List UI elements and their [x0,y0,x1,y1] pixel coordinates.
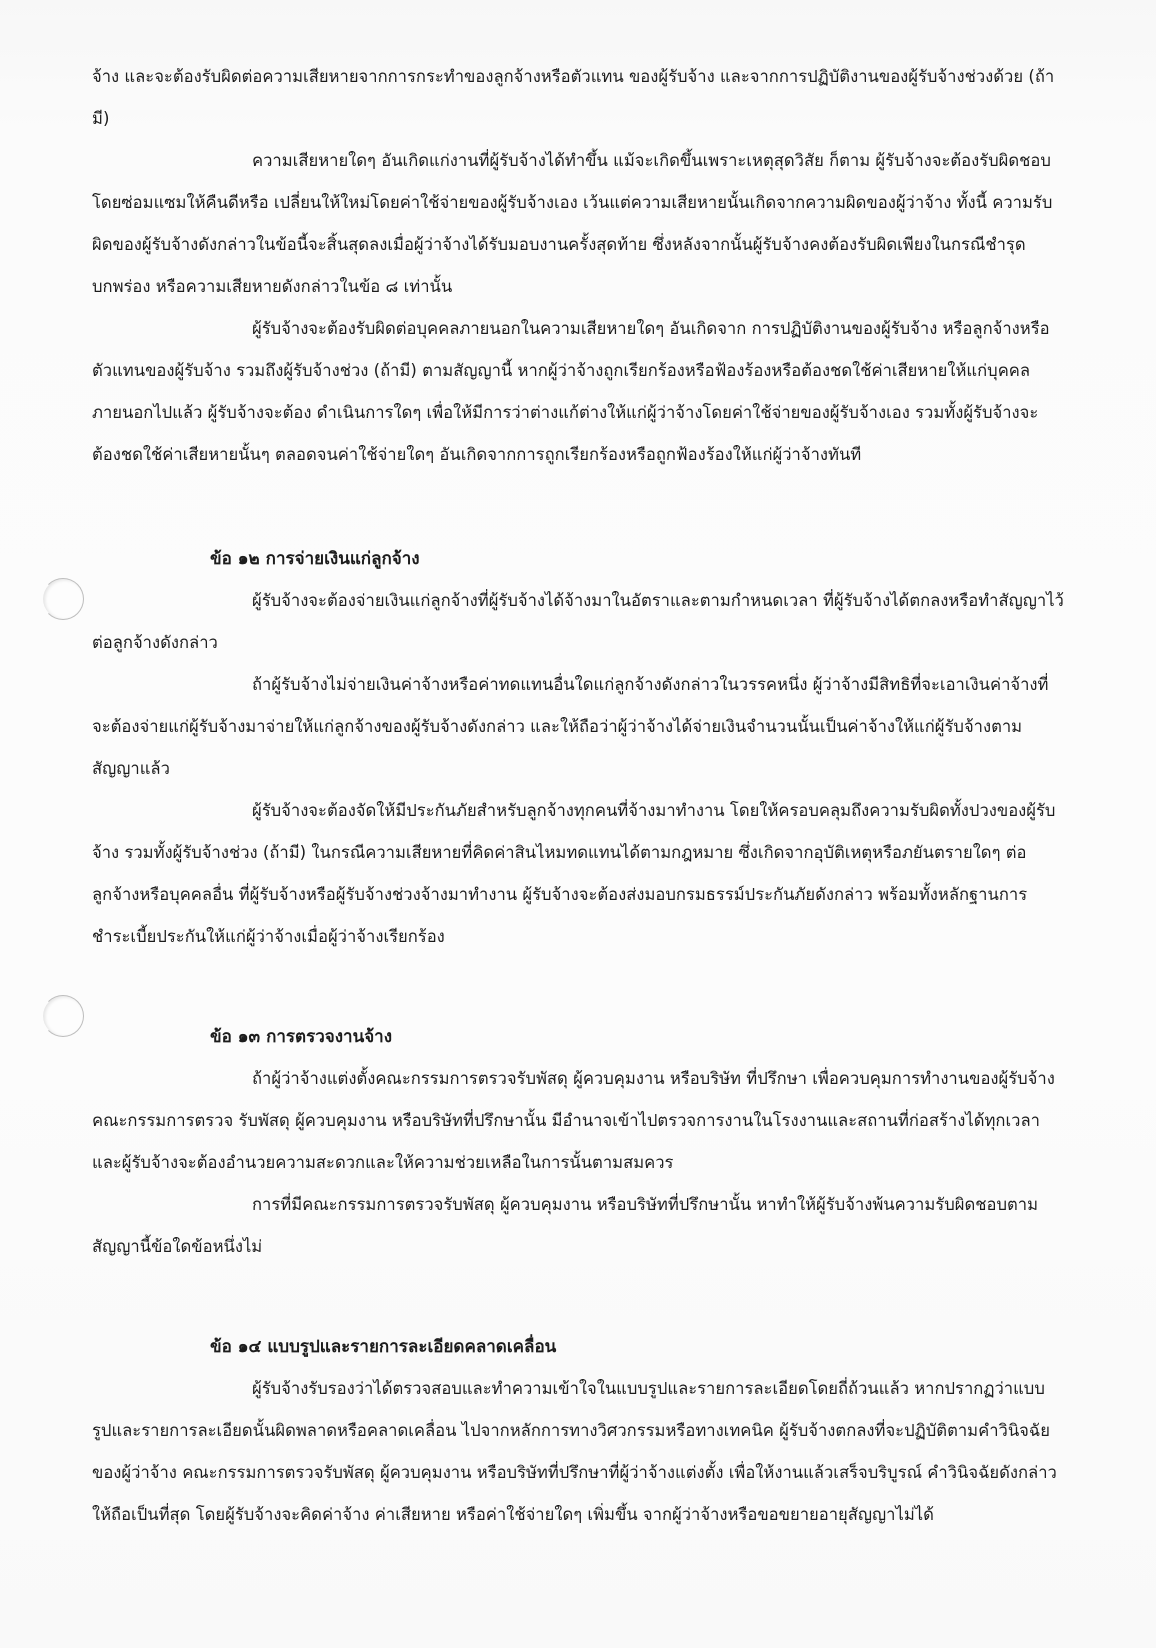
punch-hole-mark [42,578,84,620]
section-spacer [92,958,1064,1016]
punch-hole-mark [42,995,84,1037]
section-spacer [92,1268,1064,1326]
intro-paragraph-3: ผู้รับจ้างจะต้องรับผิดต่อบุคคลภายนอกในความเสียหายใดๆ อันเกิดจาก การปฏิบัติงานของผู้รับจ้าง หรือลูกจ้างหรือตัวแทนของผู้รับจ้าง รวมถึงผู้รับจ้างช่วง (ถ้ามี) ตามสัญญานี้ หากผู้ว่าจ้างถูกเรียกร้องหรือฟ้องร้องหรือต้องชดใช้ค่าเสียหายให้แก่บุคคลภายนอกไปแล้ว ผู้รับจ้างจะต้อง ดำเนินการใดๆ เพื่อให้มีการว่าต่างแก้ต่างให้แก่ผู้ว่าจ้างโดยค่าใช้จ่ายของผู้รับจ้างเอง รวมทั้งผู้รับจ้างจะต้องชดใช้ค่าเสียหายนั้นๆ ตลอดจนค่าใช้จ่ายใดๆ อันเกิดจากการถูกเรียกร้องหรือถูกฟ้องร้องให้แก่ผู้ว่าจ้างทันที [92,319,1050,464]
section-spacer [92,476,1064,538]
section-12-paragraph-2: ถ้าผู้รับจ้างไม่จ่ายเงินค่าจ้างหรือค่าทดแทนอื่นใดแก่ลูกจ้างดังกล่าวในวรรคหนึ่ง ผู้ว่าจ้างมีสิทธิที่จะเอาเงินค่าจ้างที่จะต้องจ่ายแก่ผู้รับจ้างมาจ่ายให้แก่ลูกจ้างของผู้รับจ้างดังกล่าว และให้ถือว่าผู้ว่าจ้างได้จ่ายเงินจำนวนนั้นเป็นค่าจ้างให้แก่ผู้รับจ้างตามสัญญาแล้ว [92,675,1049,778]
section-14-heading: ข้อ ๑๔ แบบรูปและรายการละเอียดคลาดเคลื่อน [210,1337,557,1357]
intro-paragraph-2: ความเสียหายใดๆ อันเกิดแก่งานที่ผู้รับจ้างได้ทำขึ้น แม้จะเกิดขึ้นเพราะเหตุสุดวิสัย ก็ตาม ผู้รับจ้างจะต้องรับผิดชอบโดยซ่อมแซมให้คืนดีหรือ เปลี่ยนให้ใหม่โดยค่าใช้จ่ายของผู้รับจ้างเอง เว้นแต่ความเสียหายนั้นเกิดจากความผิดของผู้ว่าจ้าง ทั้งนี้ ความรับผิดของผู้รับจ้างดังกล่าวในข้อนี้จะสิ้นสุดลงเมื่อผู้ว่าจ้างได้รับมอบงานครั้งสุดท้าย ซึ่งหลังจากนั้นผู้รับจ้างคงต้องรับผิดเพียงในกรณีชำรุดบกพร่อง หรือความเสียหายดังกล่าวในข้อ ๘ เท่านั้น [92,151,1053,296]
section-13-paragraph-2: การที่มีคณะกรรมการตรวจรับพัสดุ ผู้ควบคุมงาน หรือบริษัทที่ปรึกษานั้น หาทำให้ผู้รับจ้างพ้นความรับผิดชอบตามสัญญานี้ข้อใดข้อหนึ่งไม่ [92,1195,1039,1256]
section-12-paragraph-1: ผู้รับจ้างจะต้องจ่ายเงินแก่ลูกจ้างที่ผู้รับจ้างได้จ้างมาในอัตราและตามกำหนดเวลา ที่ผู้รับจ้างได้ตกลงหรือทำสัญญาไว้ต่อลูกจ้างดังกล่าว [92,591,1064,652]
section-13-heading: ข้อ ๑๓ การตรวจงานจ้าง [210,1027,393,1047]
section-12-paragraph-3: ผู้รับจ้างจะต้องจัดให้มีประกันภัยสำหรับลูกจ้างทุกคนที่จ้างมาทำงาน โดยให้ครอบคลุมถึงความรับผิดทั้งปวงของผู้รับจ้าง รวมทั้งผู้รับจ้างช่วง (ถ้ามี) ในกรณีความเสียหายที่คิดค่าสินไหมทดแทนได้ตามกฎหมาย ซึ่งเกิดจากอุบัติเหตุหรือภยันตรายใดๆ ต่อลูกจ้างหรือบุคคลอื่น ที่ผู้รับจ้างหรือผู้รับจ้างช่วงจ้างมาทำงาน ผู้รับจ้างจะต้องส่งมอบกรมธรรม์ประกันภัยดังกล่าว พร้อมทั้งหลักฐานการชำระเบี้ยประกันให้แก่ผู้ว่าจ้างเมื่อผู้ว่าจ้างเรียกร้อง [92,801,1056,946]
intro-paragraph-1: จ้าง และจะต้องรับผิดต่อความเสียหายจากการกระทำของลูกจ้างหรือตัวแทน ของผู้รับจ้าง และจากการปฏิบัติงานของผู้รับจ้างช่วงด้วย (ถ้ามี) [92,67,1055,128]
section-14-paragraph-1: ผู้รับจ้างรับรองว่าได้ตรวจสอบและทำความเข้าใจในแบบรูปและรายการละเอียดโดยถี่ถ้วนแล้ว หากปรากฏว่าแบบรูปและรายการละเอียดนั้นผิดพลาดหรือคลาดเคลื่อน ไปจากหลักการทางวิศวกรรมหรือทางเทคนิค ผู้รับจ้างตกลงที่จะปฏิบัติตามคำวินิจฉัยของผู้ว่าจ้าง คณะกรรมการตรวจรับพัสดุ ผู้ควบคุมงาน หรือบริษัทที่ปรึกษาที่ผู้ว่าจ้างแต่งตั้ง เพื่อให้งานแล้วเสร็จบริบูรณ์ คำวินิจฉัยดังกล่าวให้ถือเป็นที่สุด โดยผู้รับจ้างจะคิดค่าจ้าง ค่าเสียหาย หรือค่าใช้จ่ายใดๆ เพิ่มขึ้น จากผู้ว่าจ้างหรือขอขยายอายุสัญญาไม่ได้ [92,1379,1057,1524]
section-12-heading: ข้อ ๑๒ การจ่ายเงินแก่ลูกจ้าง [210,549,420,569]
section-13-paragraph-1: ถ้าผู้ว่าจ้างแต่งตั้งคณะกรรมการตรวจรับพัสดุ ผู้ควบคุมงาน หรือบริษัท ที่ปรึกษา เพื่อควบคุมการทำงานของผู้รับจ้าง คณะกรรมการตรวจ รับพัสดุ ผู้ควบคุมงาน หรือบริษัทที่ปรึกษานั้น มีอำนาจเข้าไปตรวจการงานในโรงงานและสถานที่ก่อสร้างได้ทุกเวลา และผู้รับจ้างจะต้องอำนวยความสะดวกและให้ความช่วยเหลือในการนั้นตามสมควร [92,1069,1055,1172]
document-body [92,56,1064,1536]
